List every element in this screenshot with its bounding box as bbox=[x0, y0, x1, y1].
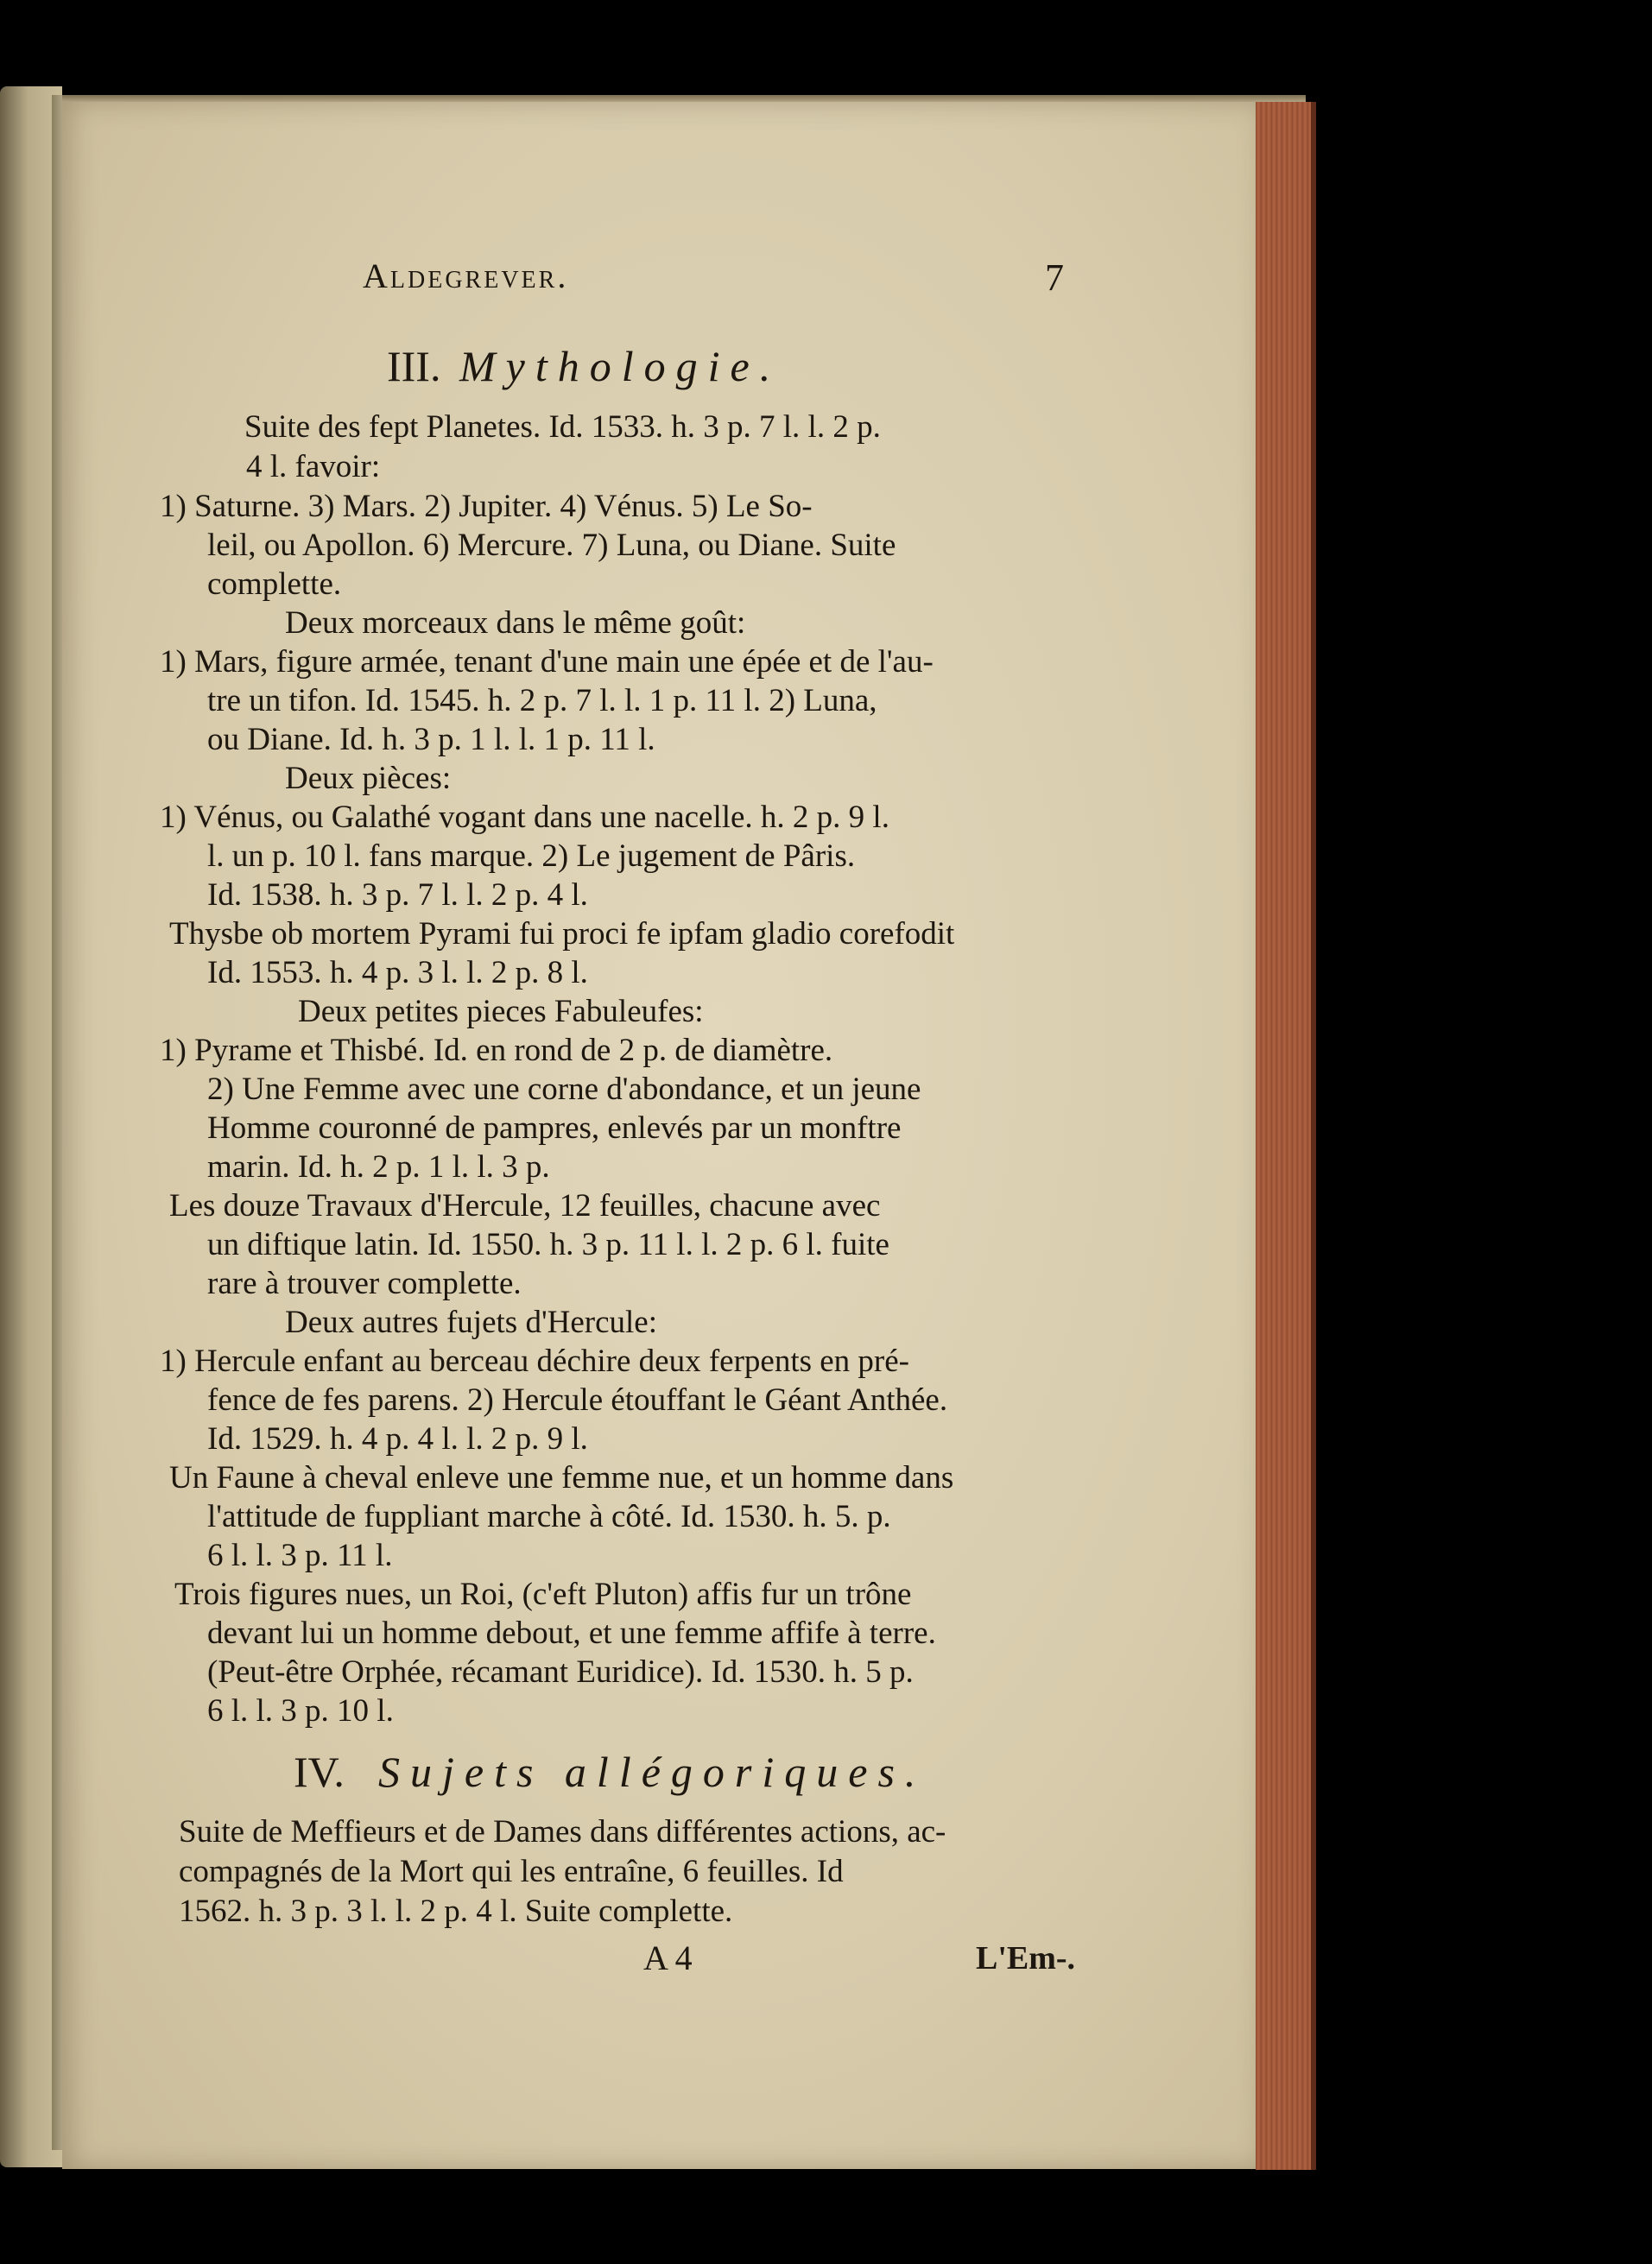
text-line: l'attitude de fuppliant marche à côté. Id. 1530. h. 5. p. bbox=[207, 1499, 891, 1534]
text-line: devant lui un homme debout, et une femme affife à terre. bbox=[207, 1616, 936, 1651]
text-line: Id. 1529. h. 4 p. 4 l. l. 2 p. 9 l. bbox=[207, 1421, 588, 1457]
text-line: fence de fes parens. 2) Hercule étouffant le Géant Anthée. bbox=[207, 1382, 948, 1418]
text-line: 1) Pyrame et Thisbé. Id. en rond de 2 p. de diamètre. bbox=[160, 1033, 833, 1068]
section-4-title: Sujets allégoriques. bbox=[378, 1748, 927, 1796]
text-line: complette. bbox=[207, 566, 342, 602]
text-line: l. un p. 10 l. fans marque. 2) Le jugement de Pâris. bbox=[207, 838, 856, 874]
text-line: Thysbe ob mortem Pyrami fui proci fe ipfam gladio corefodit bbox=[169, 916, 955, 952]
text-line: Homme couronné de pampres, enlevés par un monftre bbox=[207, 1110, 902, 1146]
red-page-edges bbox=[1256, 102, 1316, 2170]
signature-mark: A 4 bbox=[643, 1938, 693, 1977]
text-line: Id. 1553. h. 4 p. 3 l. l. 2 p. 8 l. bbox=[207, 955, 588, 990]
text-line: 1) Hercule enfant au berceau déchire deux ferpents en pré- bbox=[160, 1344, 909, 1379]
text-line: rare à trouver complette. bbox=[207, 1266, 522, 1301]
text-line: Id. 1538. h. 3 p. 7 l. l. 2 p. 4 l. bbox=[207, 877, 588, 913]
running-head-title: Aldegrever. bbox=[363, 256, 569, 295]
text-line: 4 l. favoir: bbox=[246, 449, 381, 484]
text-line: un diftique latin. Id. 1550. h. 3 p. 11 l. l. 2 p. 6 l. fuite bbox=[207, 1227, 889, 1262]
text-line: Suite de Meffieurs et de Dames dans différentes actions, ac- bbox=[179, 1814, 946, 1850]
text-line: marin. Id. h. 2 p. 1 l. l. 3 p. bbox=[207, 1149, 550, 1185]
text-line: Un Faune à cheval enleve une femme nue, et un homme dans bbox=[169, 1460, 954, 1496]
text-line: Trois figures nues, un Roi, (c'eft Pluton) affis fur un trône bbox=[174, 1577, 912, 1612]
text-line: Suite des fept Planetes. Id. 1533. h. 3 p. 7 l. l. 2 p. bbox=[244, 409, 881, 445]
catchword: L'Em-. bbox=[976, 1940, 1076, 1976]
text-line: Les douze Travaux d'Hercule, 12 feuilles, chacune avec bbox=[169, 1188, 881, 1224]
page-number: 7 bbox=[1045, 256, 1064, 299]
section-3-numeral: III. bbox=[387, 342, 441, 390]
text-line: 1) Vénus, ou Galathé vogant dans une nacelle. h. 2 p. 9 l. bbox=[160, 800, 889, 835]
text-line: 6 l. l. 3 p. 10 l. bbox=[207, 1693, 394, 1729]
text-line: 1) Mars, figure armée, tenant d'une main une épée et de l'au- bbox=[160, 644, 934, 680]
text-line: compagnés de la Mort qui les entraîne, 6 feuilles. Id bbox=[179, 1854, 844, 1889]
text-line: 1) Saturne. 3) Mars. 2) Jupiter. 4) Vénus. 5) Le So- bbox=[160, 489, 813, 524]
text-line: Deux pièces: bbox=[285, 761, 452, 796]
text-line: Deux autres fujets d'Hercule: bbox=[285, 1305, 657, 1340]
section-4-numeral: IV. bbox=[294, 1748, 345, 1796]
text-line: 2) Une Femme avec une corne d'abondance, et un jeune bbox=[207, 1072, 921, 1107]
text-line: Deux petites pieces Fabuleufes: bbox=[298, 994, 704, 1029]
text-line: leil, ou Apollon. 6) Mercure. 7) Luna, ou Diane. Suite bbox=[207, 528, 896, 563]
text-line: Deux morceaux dans le même goût: bbox=[285, 605, 746, 641]
text-line: 6 l. l. 3 p. 11 l. bbox=[207, 1538, 393, 1573]
text-line: (Peut-être Orphée, récamant Euridice). Id. 1530. h. 5 p. bbox=[207, 1654, 914, 1690]
text-line: 1562. h. 3 p. 3 l. l. 2 p. 4 l. Suite complette. bbox=[179, 1894, 733, 1929]
text-line: tre un tifon. Id. 1545. h. 2 p. 7 l. l. 1 p. 11 l. 2) Luna, bbox=[207, 683, 877, 718]
section-3-title: Mythologie. bbox=[459, 342, 782, 390]
text-line: ou Diane. Id. h. 3 p. 1 l. l. 1 p. 11 l. bbox=[207, 722, 655, 757]
